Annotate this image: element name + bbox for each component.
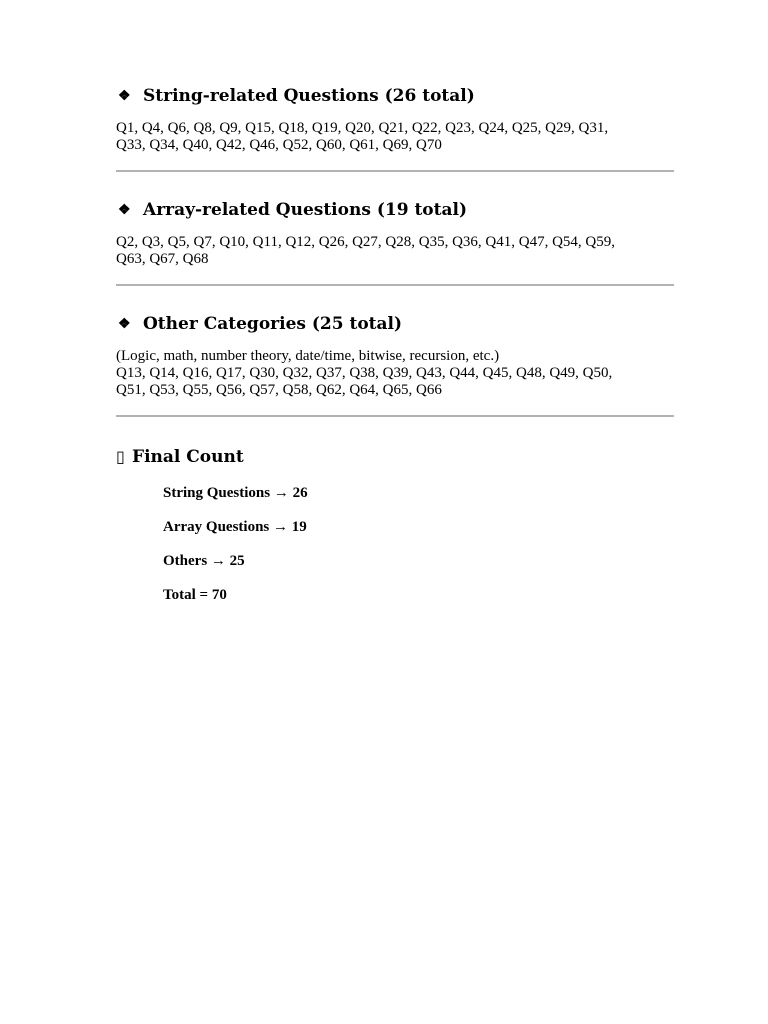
other-section-title: Other Categories (25 total) (143, 314, 403, 334)
array-section (116, 198, 674, 286)
final-count-section (116, 445, 674, 604)
string-question-line: Q33, Q34, Q40, Q42, Q46, Q52, Q60, Q61, Q69, Q70 (116, 137, 442, 153)
array-question-line: Q2, Q3, Q5, Q7, Q10, Q11, Q12, Q26, Q27, Q28, Q35, Q36, Q41, Q47, Q54, Q59, (116, 234, 616, 250)
other-section-heading (116, 312, 674, 336)
count-item-others: Others → 25 (163, 553, 245, 569)
missing-glyph-icon: ▯ (116, 447, 125, 466)
array-section-title: Array-related Questions (19 total) (143, 200, 468, 220)
diamond-bullet-icon: ❖ (118, 202, 131, 218)
array-question-line: Q63, Q67, Q68 (116, 251, 209, 267)
other-question-line: Q51, Q53, Q55, Q56, Q57, Q58, Q62, Q64, Q65, Q66 (116, 382, 442, 398)
document-page (116, 84, 674, 621)
final-count-heading (116, 445, 674, 469)
final-count-title: Final Count (132, 447, 244, 467)
string-section (116, 84, 674, 172)
other-section (116, 312, 674, 417)
count-item-string: String Questions → 26 (163, 485, 308, 501)
diamond-bullet-icon: ❖ (118, 316, 131, 332)
string-question-line: Q1, Q4, Q6, Q8, Q9, Q15, Q18, Q19, Q20, Q21, Q22, Q23, Q24, Q25, Q29, Q31, (116, 120, 609, 136)
other-category-note: (Logic, math, number theory, date/time, bitwise, recursion, etc.) (116, 348, 500, 364)
section-divider (116, 284, 674, 286)
array-question-list (116, 234, 674, 268)
count-item-array: Array Questions → 19 (163, 519, 307, 535)
string-section-title: String-related Questions (26 total) (143, 86, 475, 106)
section-divider (116, 170, 674, 172)
section-divider (116, 415, 674, 417)
array-section-heading (116, 198, 674, 222)
final-count-list (163, 485, 674, 604)
other-question-line: Q13, Q14, Q16, Q17, Q30, Q32, Q37, Q38, Q39, Q43, Q44, Q45, Q48, Q49, Q50, (116, 365, 613, 381)
string-question-list (116, 120, 674, 154)
diamond-bullet-icon: ❖ (118, 88, 131, 104)
other-question-list (116, 348, 674, 399)
string-section-heading (116, 84, 674, 108)
count-item-total: Total = 70 (163, 587, 227, 603)
